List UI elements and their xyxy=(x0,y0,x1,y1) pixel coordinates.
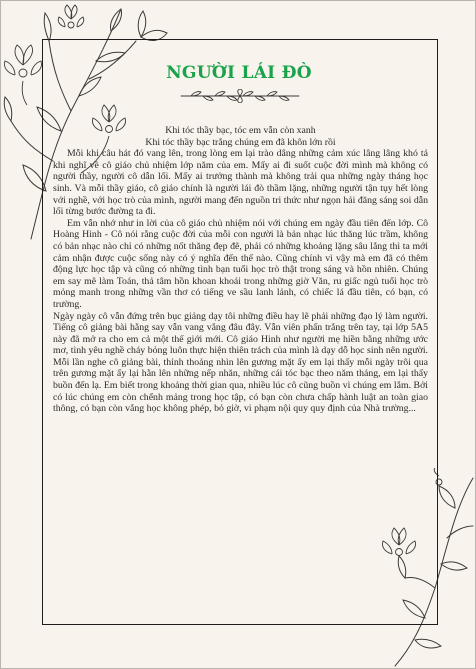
essay-paragraph-3: Ngày ngày cô vẫn đứng trên bục giảng dạy tôi những điều hay lẽ phải những đạo lý làm người. Tiếng cô giảng bài hằng say vẫn vang vẳng đâu đây. Vẫn viên phấn trắng trên tay, tại lớp 5A5 này đã mở ra cho em cả một thế giới mới. Cô giáo Hinh như người mẹ hiền bằng những ước mơ, tình yêu nghề cháy bỏng luôn thực hiện thiên trách của mình là dạy dỗ học sinh nên người. Mỗi lần nghe cô giảng bài, thỉnh thoảng nhìn lên gương mặt ấy em lại thấy mỗi ngày trôi qua trên gương mặt ấy lại hằn lên những nếp nhăn, những cái tóc bạc theo năm tháng, em lại thấy buồn đến lạ. Em biết trong khoảng thời gian qua, nhiều lúc cô cũng buồn vì chúng em lắm. Bởi có lúc chúng em còn chểnh mảng trong học tập, có bạn còn chưa chấp hành luật an toàn giao thông, có bạn còn vắng học không phép, bỏ giờ, vi phạm nội quy quy định của Nhà trường... xyxy=(53,310,428,415)
leaf-divider-ornament xyxy=(179,89,301,103)
essay-body xyxy=(53,125,428,415)
essay-paragraph-2: Em vẫn nhớ như in lời của cô giáo chủ nhiệm nói với chúng em ngày đầu tiên đến lớp. Cô Hoàng Hinh - Cô nói rằng cuộc đời của mỗi con người là bản nhạc lúc thăng lúc trầm, không có bản nhạc nào chỉ có những nốt thăng đẹp đẽ, phải có những khoảng lặng sâu lắng thì ta mới cảm nhận được cuộc sống này có ý nghĩa đến thế nào. Cũng chính vì vậy mà em đã có thêm động lực học tập và cũng có những tình bạn tuổi học trò thật trong sáng và hồn nhiên. Chúng em say mê làm Toán, thả tâm hồn khoan khoái trong những giờ Văn, ru giấc ngủ tuổi học trò mỏng manh trong những vần thơ có tiếng ve sầu lanh lảnh, có chiếc lá đầu tiên, có bạn, có trường. xyxy=(53,217,428,310)
poem-line-2: Khi tóc thầy bạc trắng chúng em đã khôn lớn rồi xyxy=(145,136,336,148)
page-title: NGƯỜI LÁI ĐÒ xyxy=(166,63,312,83)
poem-line-1: Khi tóc thầy bạc, tóc em vẫn còn xanh xyxy=(165,125,316,136)
essay-paragraph-1: Mỗi khi câu hát đó vang lên, trong lòng em lại trào dâng những cảm xúc lâng lâng khó tả khi nghĩ về cô giáo chủ nhiệm lớp năm của em. Mấy ai đi suốt cuộc đời mình mà không có người thầy, người cô dẫn lối. Mấy ai trưởng thành mà không trải qua những ngày tháng học sinh. Và mỗi thầy giáo, cô giáo chính là người lái đò thầm lặng, những người tận tụy hết lòng với nghề, với học trò của mình, người mang đến nguồn tri thức như ngọn hải đăng sáng soi dẫn lối từng bước đường ta đi. xyxy=(53,148,428,218)
